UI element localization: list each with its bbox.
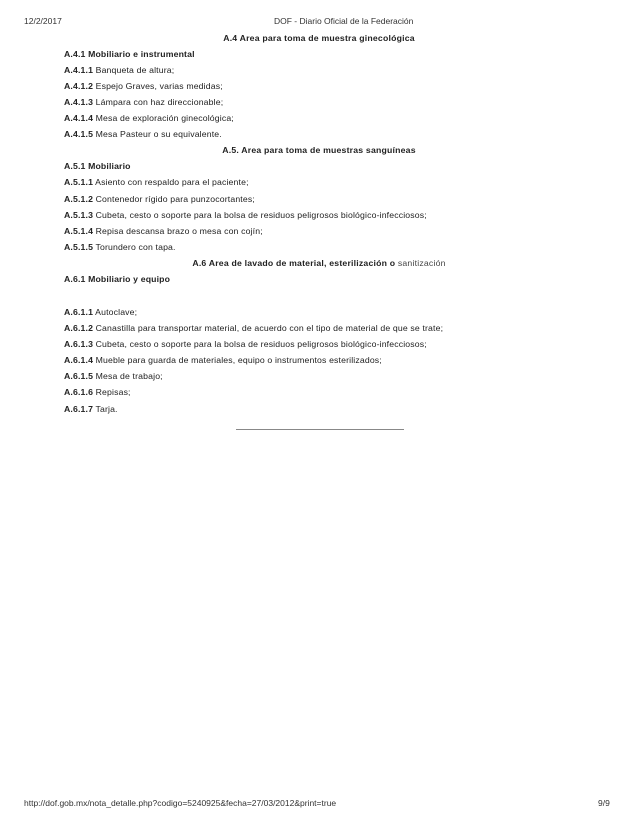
footer-url: http://dof.gob.mx/nota_detalle.php?codigo=5240925&fecha=27/03/2012&print=true xyxy=(24,798,337,808)
list-item: A.6.1.3 Cubeta, cesto o soporte para la bolsa de residuos peligrosos biológico-infecciosos; xyxy=(64,339,427,349)
list-item: A.4.1.1 Banqueta de altura; xyxy=(64,65,175,75)
section-a41-title: A.4.1 Mobiliario e instrumental xyxy=(64,49,195,59)
list-item: A.6.1.2 Canastilla para transportar material, de acuerdo con el tipo de material de que se trate; xyxy=(64,323,444,333)
list-item: A.5.1.5 Torundero con tapa. xyxy=(64,242,176,252)
list-item: A.6.1.6 Repisas; xyxy=(64,387,131,397)
list-item: A.4.1.3 Lámpara con haz direccionable; xyxy=(64,97,224,107)
section-a6-heading: A.6 Area de lavado de material, esterilización o sanitización xyxy=(192,258,446,268)
section-a5-heading: A.5. Area para toma de muestras sanguíneas xyxy=(222,145,416,155)
page-header-title: DOF - Diario Oficial de la Federación xyxy=(274,16,414,26)
list-item: A.4.1.2 Espejo Graves, varias medidas; xyxy=(64,81,223,91)
section-a61-title: A.6.1 Mobiliario y equipo xyxy=(64,274,171,284)
list-item: A.5.1.4 Repisa descansa brazo o mesa con cojín; xyxy=(64,226,263,236)
list-item: A.6.1.1 Autoclave; xyxy=(64,307,138,317)
section-a4-heading: A.4 Area para toma de muestra ginecológica xyxy=(223,33,415,43)
list-item: A.4.1.4 Mesa de exploración ginecológica; xyxy=(64,113,234,123)
list-item: A.5.1.1 Asiento con respaldo para el paciente; xyxy=(64,177,249,187)
list-item: A.5.1.3 Cubeta, cesto o soporte para la bolsa de residuos peligrosos biológico-infecciosos; xyxy=(64,210,427,220)
section-a51-title: A.5.1 Mobiliario xyxy=(64,161,131,171)
list-item: A.6.1.5 Mesa de trabajo; xyxy=(64,371,163,381)
list-item: A.5.1.2 Contenedor rígido para punzocortantes; xyxy=(64,194,255,204)
end-separator-line xyxy=(236,429,404,430)
print-date: 12/2/2017 xyxy=(24,16,62,26)
list-item: A.6.1.4 Mueble para guarda de materiales, equipo o instrumentos esterilizados; xyxy=(64,355,382,365)
list-item: A.4.1.5 Mesa Pasteur o su equivalente. xyxy=(64,129,222,139)
list-item: A.6.1.7 Tarja. xyxy=(64,404,118,414)
page-number: 9/9 xyxy=(598,798,610,808)
